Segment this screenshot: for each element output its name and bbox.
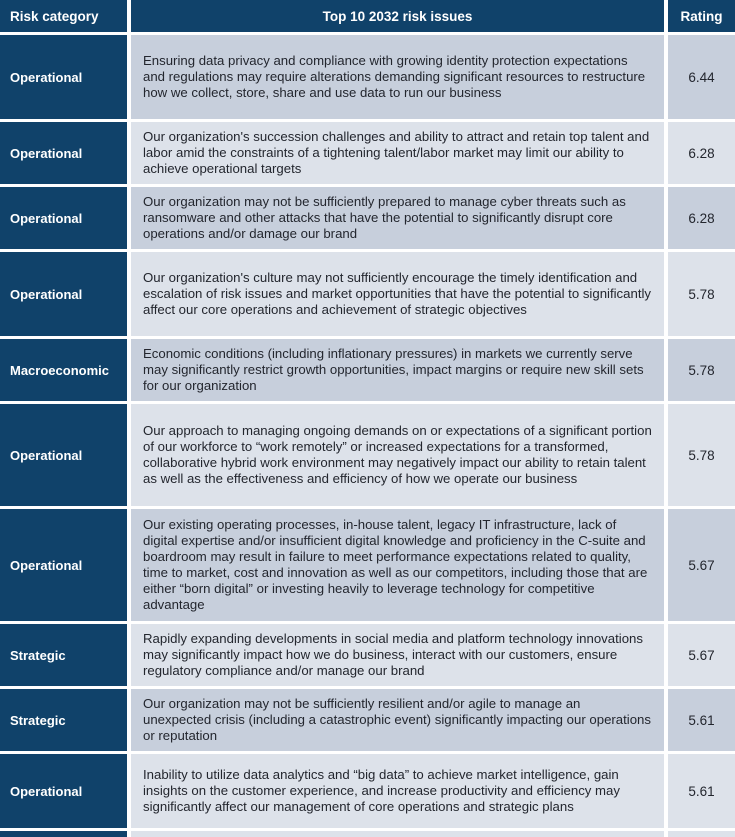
table-row [0, 404, 735, 506]
risk-category-cell: Strategic [0, 624, 127, 686]
rating-cell: 6.28 [668, 187, 735, 249]
table-row [0, 35, 735, 119]
rating-cell: 5.61 [668, 754, 735, 828]
risk-issue-cell: Our existing operating processes, in-house talent, legacy IT infrastructure, lack of digital expertise and/or insufficient digital knowledge and proficiency in the C-suite and boardroom may result in failure to meet performance expectations related to quality, time to market, cost and innovation as well as our competitors, including those that are either “born digital” or investing heavily to leverage technology for competitive advantage [131, 509, 664, 621]
risk-issue-cell: Rapidly expanding developments in social media and platform technology innovations may significantly impact how we do business, interact with our customers, ensure regulatory compliance and/or manage our brand [131, 624, 664, 686]
cutoff-next-row [0, 831, 735, 837]
risk-issue-cell: Our organization's culture may not sufficiently encourage the timely identification and escalation of risk issues and market opportunities that have the potential to significantly affect our core operations and achievement of strategic objectives [131, 252, 664, 336]
rating-cell: 5.78 [668, 252, 735, 336]
table-row [0, 122, 735, 184]
header-rating: Rating [668, 0, 735, 32]
risk-issue-cell: Our approach to managing ongoing demands on or expectations of a significant portion of our workforce to “work remotely” or increased expectations for a transformed, collaborative hybrid work environment may negatively impact our ability to retain talent as well as the effectiveness and efficiency of how we operate our business [131, 404, 664, 506]
risk-issue-cell: Our organization's succession challenges and ability to attract and retain top talent and labor amid the constraints of a tightening talent/labor market may limit our ability to achieve operational targets [131, 122, 664, 184]
risk-issue-cell: Our organization may not be sufficiently resilient and/or agile to manage an unexpected crisis (including a catastrophic event) significantly impacting our operations or reputation [131, 689, 664, 751]
header-risk-category: Risk category [0, 0, 127, 32]
rating-cell: 6.44 [668, 35, 735, 119]
risk-category-cell: Operational [0, 187, 127, 249]
table-row [0, 339, 735, 401]
table-row [0, 689, 735, 751]
cutoff-rating-cell [668, 831, 735, 837]
header-risk-issues: Top 10 2032 risk issues [131, 0, 664, 32]
table-row [0, 754, 735, 828]
table-header-row [0, 0, 735, 32]
risk-category-cell: Operational [0, 509, 127, 621]
risk-category-cell: Operational [0, 404, 127, 506]
risk-issue-cell: Our organization may not be sufficiently prepared to manage cyber threats such as ransomware and other attacks that have the potential to significantly disrupt core operations and/or damage our brand [131, 187, 664, 249]
risk-category-cell: Operational [0, 122, 127, 184]
risk-category-cell: Operational [0, 754, 127, 828]
risk-category-cell: Operational [0, 252, 127, 336]
table-row [0, 252, 735, 336]
rating-cell: 5.67 [668, 509, 735, 621]
rating-cell: 5.61 [668, 689, 735, 751]
risk-issue-cell: Ensuring data privacy and compliance with growing identity protection expectations and regulations may require alterations demanding significant resources to restructure how we collect, store, share and use data to run our business [131, 35, 664, 119]
table-row [0, 509, 735, 621]
table-row [0, 624, 735, 686]
risk-issue-cell: Economic conditions (including inflationary pressures) in markets we currently serve may significantly restrict growth opportunities, impact margins or require new skill sets for our organization [131, 339, 664, 401]
rating-cell: 5.78 [668, 339, 735, 401]
risk-category-cell: Strategic [0, 689, 127, 751]
risk-category-cell: Macroeconomic [0, 339, 127, 401]
rating-cell: 6.28 [668, 122, 735, 184]
risk-category-cell: Operational [0, 35, 127, 119]
cutoff-category-cell [0, 831, 127, 837]
table-body [0, 35, 735, 828]
cutoff-issue-cell [131, 831, 664, 837]
rating-cell: 5.67 [668, 624, 735, 686]
risk-issue-cell: Inability to utilize data analytics and “big data” to achieve market intelligence, gain insights on the customer experience, and increase productivity and efficiency may significantly affect our management of core operations and strategic plans [131, 754, 664, 828]
table-row [0, 187, 735, 249]
rating-cell: 5.78 [668, 404, 735, 506]
